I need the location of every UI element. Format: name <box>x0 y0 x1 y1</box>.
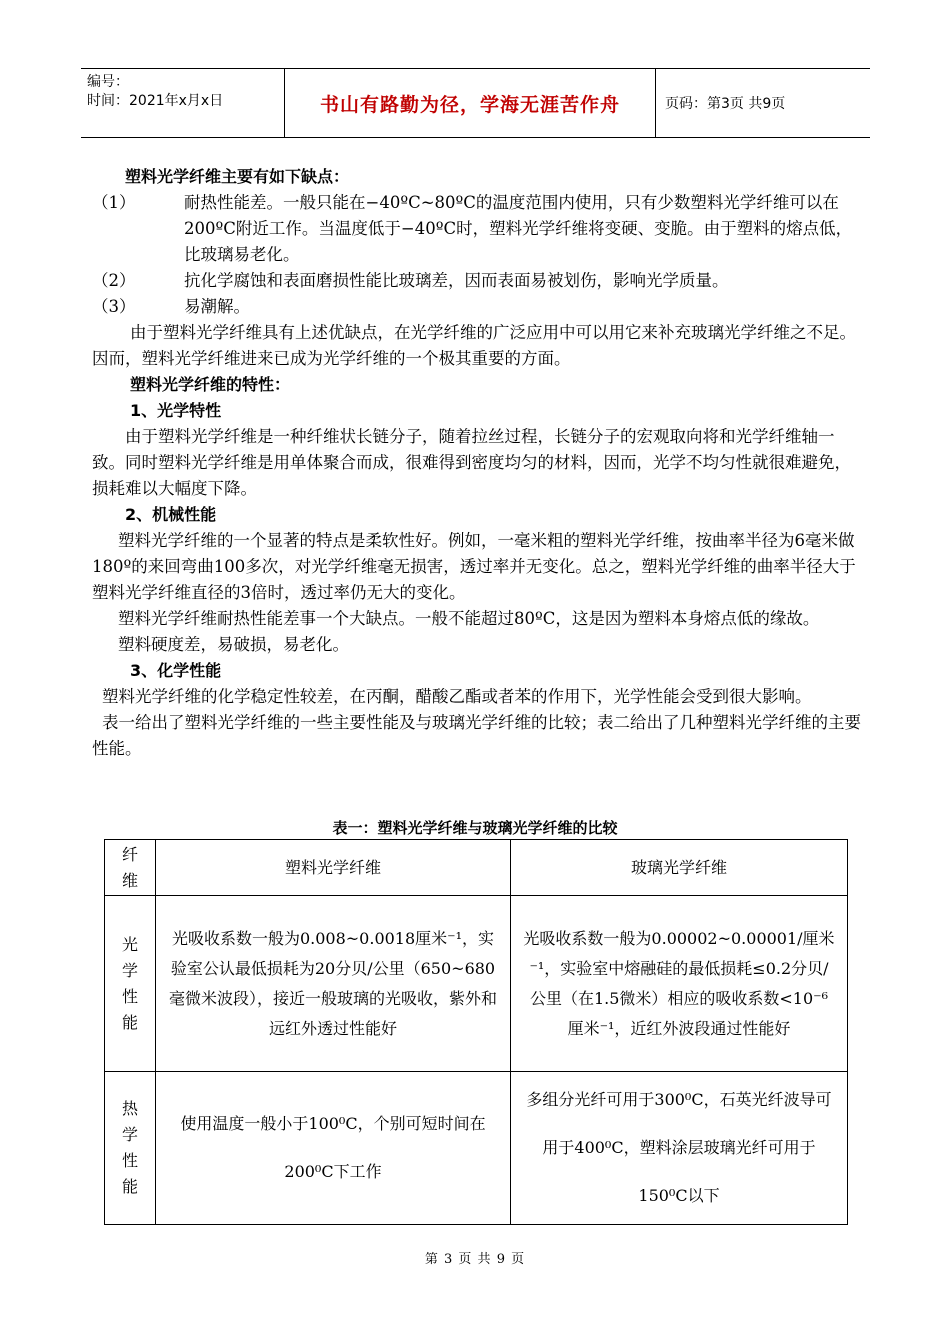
list-item <box>92 294 862 320</box>
header-glass: 玻璃光学纤维 <box>511 840 848 896</box>
header-meta <box>81 69 284 137</box>
section-3-text: 塑料光学纤维的化学稳定性较差，在丙酮，醋酸乙酯或者苯的作用下，光学性能会受到很大影响。 <box>102 687 812 706</box>
optical-plastic-cell: 光吸收系数一般为0.008~0.0018厘米⁻¹，实验室公认最低损耗为20分贝/公里（650~680 毫微米波段），接近一般玻璃的光吸收，紫外和远红外透过性能好 <box>156 896 511 1072</box>
table-caption: 表一：塑料光学纤维与玻璃光学纤维的比较 <box>332 819 618 837</box>
list-item-number: （2） <box>92 271 136 290</box>
list-item <box>92 268 862 294</box>
serial-label: 编号： <box>87 74 129 90</box>
properties-title: 塑料光学纤维的特性： <box>130 375 291 394</box>
row-label-thermal: 热学性能 <box>122 1099 139 1196</box>
row-label-cell <box>105 1072 156 1225</box>
date-label: 时间：2021年x月x日 <box>87 93 224 109</box>
table-header-cell <box>105 840 156 896</box>
section-1-title: 1、光学特性 <box>130 401 222 420</box>
section-1-text: 由于塑料光学纤维是一种纤维状长链分子，随着拉丝过程，长链分子的宏观取向将和光学纤维轴一致。同时塑料光学纤维是用单体聚合而成，很难得到密度均匀的材料，因而，光学不均匀性就很难避免，损耗难以大幅度下降。 <box>92 427 851 498</box>
header-page-info: 页码：第3页 共9页 <box>665 96 786 112</box>
header-plastic: 塑料光学纤维 <box>156 840 511 896</box>
page-footer: 第 3 页 共 9 页 <box>424 1252 526 1267</box>
comparison-table <box>104 839 848 1225</box>
tables-paragraph: 表一给出了塑料光学纤维的一些主要性能及与玻璃光学纤维的比较；表二给出了几种塑料光学纤维的主要性能。 <box>92 713 861 758</box>
table-row <box>105 1072 848 1225</box>
section-2-paragraph-2: 塑料光学纤维耐热性能差事一个大缺点。一般不能超过80ºC，这是因为塑料本身熔点低的缘故。 <box>118 609 820 628</box>
section-3-title: 3、化学性能 <box>130 661 222 680</box>
list-item-text: 易潮解。 <box>184 297 250 316</box>
header-motto: 书山有路勤为径，学海无涯苦作舟 <box>284 69 656 137</box>
table-row <box>105 896 848 1072</box>
row-label-cell <box>105 896 156 1072</box>
section-2-paragraph-1: 塑料光学纤维的一个显著的特点是柔软性好。例如，一毫米粗的塑料光学纤维，按曲率半径为6毫米做180º的来回弯曲100多次，对光学纤维毫无损害，透过率并无变化。总之，塑料光学纤维的曲率半径大于塑料光学纤维直径的3倍时，透过率仍无大的变化。 <box>92 531 856 602</box>
summary-paragraph: 由于塑料光学纤维具有上述优缺点，在光学纤维的广泛应用中可以用它来补充玻璃光学纤维之不足。因而，塑料光学纤维进来已成为光学纤维的一个极其重要的方面。 <box>92 323 856 368</box>
row-label-optical: 光学性能 <box>122 934 139 1032</box>
list-item-text: 耐热性能差。一般只能在−40ºC~80ºC的温度范围内使用，只有少数塑料光学纤维可以在200ºC附近工作。当温度低于−40ºC时，塑料光学纤维将变硬、变脆。由于塑料的熔点低，比玻璃易老化。 <box>184 193 853 264</box>
list-item-text: 抗化学腐蚀和表面磨损性能比玻璃差，因而表面易被划伤，影响光学质量。 <box>184 271 729 290</box>
table-header-row <box>105 840 848 896</box>
section-2-paragraph-3: 塑料硬度差，易破损，易老化。 <box>118 635 349 654</box>
optical-glass-cell: 光吸收系数一般为0.00002~0.00001/厘米⁻¹，实验室中熔融硅的最低损耗≤0.2分贝/公里（在1.5微米）相应的吸收系数<10⁻⁶厘米⁻¹，近红外波段通过性能好 <box>511 896 848 1072</box>
thermal-plastic-cell: 使用温度一般小于100⁰C，个别可短时间在200⁰C下工作 <box>156 1072 511 1225</box>
document-body <box>92 164 862 762</box>
list-item <box>92 190 862 268</box>
disadvantages-title: 塑料光学纤维主要有如下缺点： <box>125 167 350 186</box>
header-fiber: 纤维 <box>122 844 139 890</box>
section-2-title: 2、机械性能 <box>125 505 217 524</box>
page-header <box>81 68 870 138</box>
list-item-number: （3） <box>92 297 136 316</box>
list-item-number: （1） <box>92 193 136 212</box>
thermal-glass-cell: 多组分光纤可用于300⁰C，石英光纤波导可用于400⁰C，塑料涂层玻璃光纤可用于150⁰C以下 <box>511 1072 848 1225</box>
